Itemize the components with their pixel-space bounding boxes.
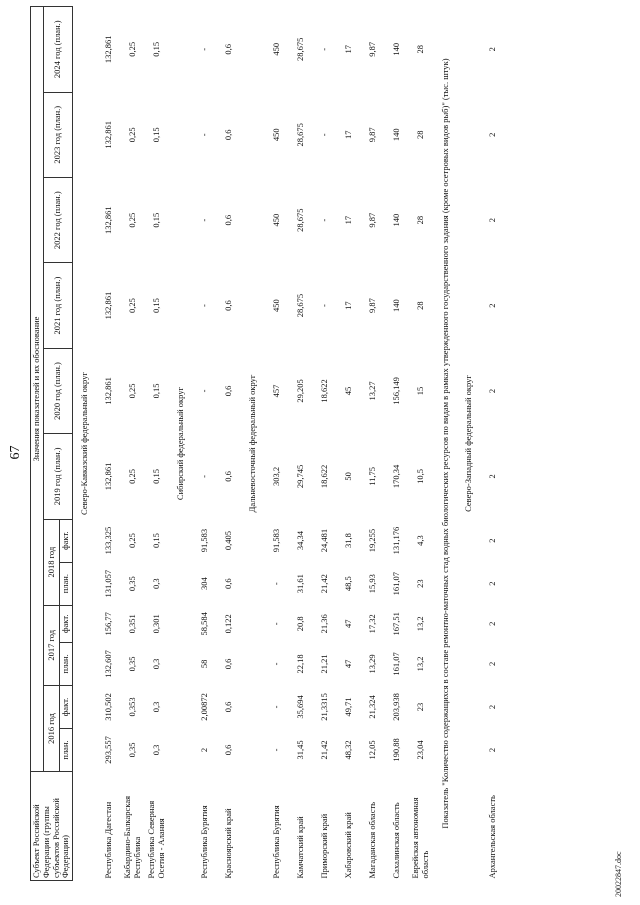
table-row [337,7,361,881]
value-cell: 23,04 [415,740,426,760]
value-cell: 58 [199,659,210,669]
region-name: Архангельская область [487,795,498,879]
district-row [457,7,481,881]
value-cell: 161,07 [391,652,402,676]
value-cell: - [199,389,210,393]
value-cell: 310,502 [103,693,114,721]
value-cell: 170,34 [391,464,402,489]
value-cell: 17 [343,215,354,225]
value-cell: 21,36 [319,614,330,634]
table-row [121,7,145,881]
value-cell: 48,32 [343,740,354,760]
indicator-text: Показатель "Количество содержащихся в составе ремонтно-маточных стад водных биологических ресурсов по видам в рамках утвержденного государственного задания (кроме осетровых видов рыб)" (тыс. штук) [439,58,450,829]
value-cell: 0,6 [223,744,234,756]
value-cell: 47 [343,619,354,629]
value-cell: 2 [487,388,498,394]
value-cell: 131,176 [391,526,402,555]
value-cell: 49,71 [343,697,354,717]
value-cell: 0,6 [223,385,234,397]
value-cell: 4,3 [415,535,426,546]
value-cell: 0,35 [127,576,138,592]
value-cell: 2 [487,474,498,479]
value-cell: 21,42 [319,740,330,760]
plan-year-header: 2019 год (план.) [43,434,72,519]
value-cell: 132,861 [103,462,114,491]
value-cell: 2 [487,661,498,667]
value-cell: 50 [343,472,354,481]
plan-year-header: 2023 год (план.) [43,92,72,177]
value-cell: 2 [487,538,498,543]
value-cell: 140 [391,213,402,227]
value-cell: 0,25 [127,383,138,399]
value-cell: 9,87 [367,212,378,228]
value-cell: 140 [391,42,402,56]
indicator-row [433,7,457,881]
value-cell: 19,255 [367,528,378,553]
value-cell: 0,6 [223,701,234,713]
region-name: Красноярский край [223,808,234,879]
value-cell: 13,2 [415,616,426,632]
value-cell: 132,607 [103,650,114,678]
value-cell: 28,675 [295,37,306,61]
value-cell: 17,32 [367,614,378,634]
value-cell: 0,353 [127,697,138,717]
value-cell: 2 [487,621,498,626]
value-cell: 0,25 [127,212,138,228]
value-cell: 13,29 [367,654,378,674]
value-cell: 0,15 [151,298,162,314]
region-name: Еврейская автономная область [410,797,431,879]
document-footer: 20022847.doc [614,851,623,897]
value-cell: 0,15 [151,41,162,57]
value-cell: 0,25 [127,298,138,314]
value-cell: 0,6 [223,129,234,141]
value-cell: 45 [343,386,354,396]
value-cell: 48,5 [343,576,354,592]
plan-year-header: 2022 год (план.) [43,177,72,262]
value-cell: 29,745 [295,464,306,489]
value-cell: 24,481 [319,528,330,553]
value-cell: 28,675 [295,208,306,232]
value-cell: 0,301 [151,614,162,634]
value-cell: 9,87 [367,41,378,57]
value-cell: 35,694 [295,695,306,719]
value-cell: - [319,47,330,51]
plan-year-header: 2024 год (план.) [43,7,72,93]
value-cell: 2 [199,747,210,753]
value-cell: 132,861 [103,35,114,64]
table-row [313,7,337,881]
value-cell: 0,35 [127,656,138,672]
year-header: 2016 год [43,685,60,771]
value-cell: 156,149 [391,377,402,405]
value-cell: 15,93 [367,574,378,594]
table-row [97,7,121,881]
table-body [73,7,506,881]
fact-header: факт. [60,519,73,562]
value-cell: 0,15 [151,533,162,549]
region-name: Республика Бурятия [199,805,210,879]
value-cell: 2 [487,47,498,52]
region-name: Камчатский край [295,816,306,879]
fact-header: факт. [60,685,73,728]
value-cell: 47 [343,659,354,669]
table-row [289,7,313,881]
value-cell: - [319,304,330,307]
value-cell: 2,00872 [199,693,210,721]
value-cell: 9,87 [367,127,378,143]
value-cell: 132,861 [103,206,114,234]
district-row [169,7,193,881]
value-cell: 140 [391,128,402,142]
value-cell: 0,6 [223,43,234,55]
value-cell: 2 [487,704,498,710]
value-cell: 34,34 [295,531,306,551]
value-cell: 132,861 [103,377,114,405]
value-cell: 303,2 [271,466,282,486]
value-cell: 450 [271,128,282,142]
region-name: Республика Бурятия [271,805,282,879]
value-cell: 0,6 [223,471,234,482]
region-name: Хабаровский край [343,812,354,879]
values-header: Значения показателей и их обоснование [31,7,44,772]
value-cell: 133,325 [103,526,114,555]
region-name: Приморский край [319,813,330,879]
value-cell: 0,6 [223,214,234,226]
value-cell: 11,75 [367,466,378,486]
value-cell: 0,3 [151,658,162,670]
plan-header: план. [60,728,73,771]
value-cell: 0,25 [127,468,138,484]
value-cell: 450 [271,42,282,56]
value-cell: 0,3 [151,578,162,589]
value-cell: 2 [487,132,498,137]
region-name: Республика Дагестан [103,801,114,879]
value-cell: 31,8 [343,533,354,549]
value-cell: 0,15 [151,468,162,484]
value-cell: 0,15 [151,212,162,228]
value-cell: 31,61 [295,574,306,594]
value-cell: 23 [415,579,426,588]
value-cell: 13,2 [415,656,426,672]
year-header: 2018 год [43,519,60,605]
region-name: Республика Северная Осетия - Алания [146,800,167,879]
value-cell: - [271,622,282,626]
value-cell: 0,6 [223,578,234,589]
value-cell: 28 [415,215,426,225]
value-cell: 28,675 [295,123,306,147]
table-row [265,7,289,881]
table-row [409,7,433,881]
value-cell: 131,057 [103,569,114,598]
value-cell: - [271,582,282,586]
indicator-table [30,6,505,881]
plan-header: план. [60,642,73,685]
value-cell: 0,15 [151,383,162,399]
table-row [193,7,217,881]
value-cell: 21,324 [367,695,378,719]
district-name: Сибирский федеральный округ [175,386,186,501]
region-name: Магаданская область [367,801,378,879]
value-cell: 167,51 [391,612,402,636]
value-cell: - [271,748,282,752]
table-row [385,7,409,881]
value-cell: 190,88 [391,738,402,762]
value-cell: 2 [487,581,498,586]
value-cell: 22,18 [295,654,306,674]
value-cell: 29,205 [295,379,306,403]
value-cell: 0,6 [223,658,234,670]
value-cell: 17 [343,45,354,54]
value-cell: 0,405 [223,531,234,551]
value-cell: 457 [271,384,282,398]
value-cell: 28 [415,45,426,54]
value-cell: - [199,133,210,137]
plan-year-header: 2020 год (план.) [43,348,72,433]
value-cell: 450 [271,213,282,227]
value-cell: 161,07 [391,571,402,596]
district-row [241,7,265,881]
value-cell: - [199,47,210,51]
value-cell: 91,583 [199,528,210,553]
value-cell: 156,77 [103,612,114,636]
value-cell: 17 [343,301,354,310]
value-cell: 2 [487,218,498,223]
value-cell: - [319,218,330,222]
value-cell: 0,6 [223,300,234,311]
value-cell: 0,3 [151,701,162,713]
region-name: Кабардино-Балкарская Республика [122,795,143,879]
plan-header: план. [60,562,73,605]
table-row [361,7,385,881]
page-number: 67 [8,445,23,460]
value-cell: 450 [271,299,282,312]
district-name: Северо-Кавказский федеральный округ [79,372,90,515]
value-cell: 17 [343,130,354,140]
value-cell: 293,557 [103,736,114,764]
value-cell: 10,5 [415,468,426,484]
table-row [145,7,169,881]
year-header: 2017 год [43,605,60,685]
value-cell: - [199,218,210,222]
plan-year-header: 2021 год (план.) [43,263,72,348]
value-cell: 0,25 [127,533,138,549]
value-cell: 2 [487,747,498,753]
value-cell: 21,21 [319,654,330,674]
value-cell: 0,3 [151,744,162,756]
value-cell: 0,25 [127,41,138,57]
value-cell: 15 [415,386,426,396]
value-cell: 21,3315 [319,693,330,721]
value-cell: 9,87 [367,298,378,314]
value-cell: 0,351 [127,614,138,634]
value-cell: 21,42 [319,574,330,594]
value-cell: - [271,705,282,709]
value-cell: 203,938 [391,693,402,721]
value-cell: 23 [415,702,426,712]
value-cell: 140 [391,299,402,312]
value-cell: 132,861 [103,120,114,149]
fact-header: факт. [60,605,73,642]
subject-header: Субъект Российской Федерации (группы субъектов Российской Федерации) [31,772,73,881]
value-cell: 18,622 [319,464,330,489]
value-cell: 20,8 [295,616,306,632]
value-cell: 13,27 [367,381,378,401]
table-row [481,7,505,881]
value-cell: - [199,474,210,478]
value-cell: 58,584 [199,612,210,636]
value-cell: 304 [199,577,210,591]
value-cell: 18,622 [319,379,330,403]
value-cell: 0,15 [151,127,162,143]
value-cell: 28,675 [295,293,306,318]
value-cell: 0,122 [223,614,234,634]
value-cell: 12,05 [367,740,378,760]
value-cell: 28 [415,301,426,310]
value-cell: 31,45 [295,740,306,760]
value-cell: 2 [487,303,498,308]
district-name: Северо-Западный федеральный округ [463,375,474,512]
district-name: Дальневосточный федеральный округ [247,374,258,513]
region-name: Сахалинская область [391,802,402,879]
value-cell: - [271,662,282,666]
value-cell: 0,25 [127,127,138,143]
value-cell: 91,583 [271,528,282,553]
table-header [31,7,73,881]
value-cell: 28 [415,130,426,140]
value-cell: 132,861 [103,291,114,320]
value-cell: - [319,133,330,137]
table-row [217,7,241,881]
value-cell: 0,35 [127,742,138,758]
value-cell: - [199,304,210,307]
district-row [73,7,98,881]
